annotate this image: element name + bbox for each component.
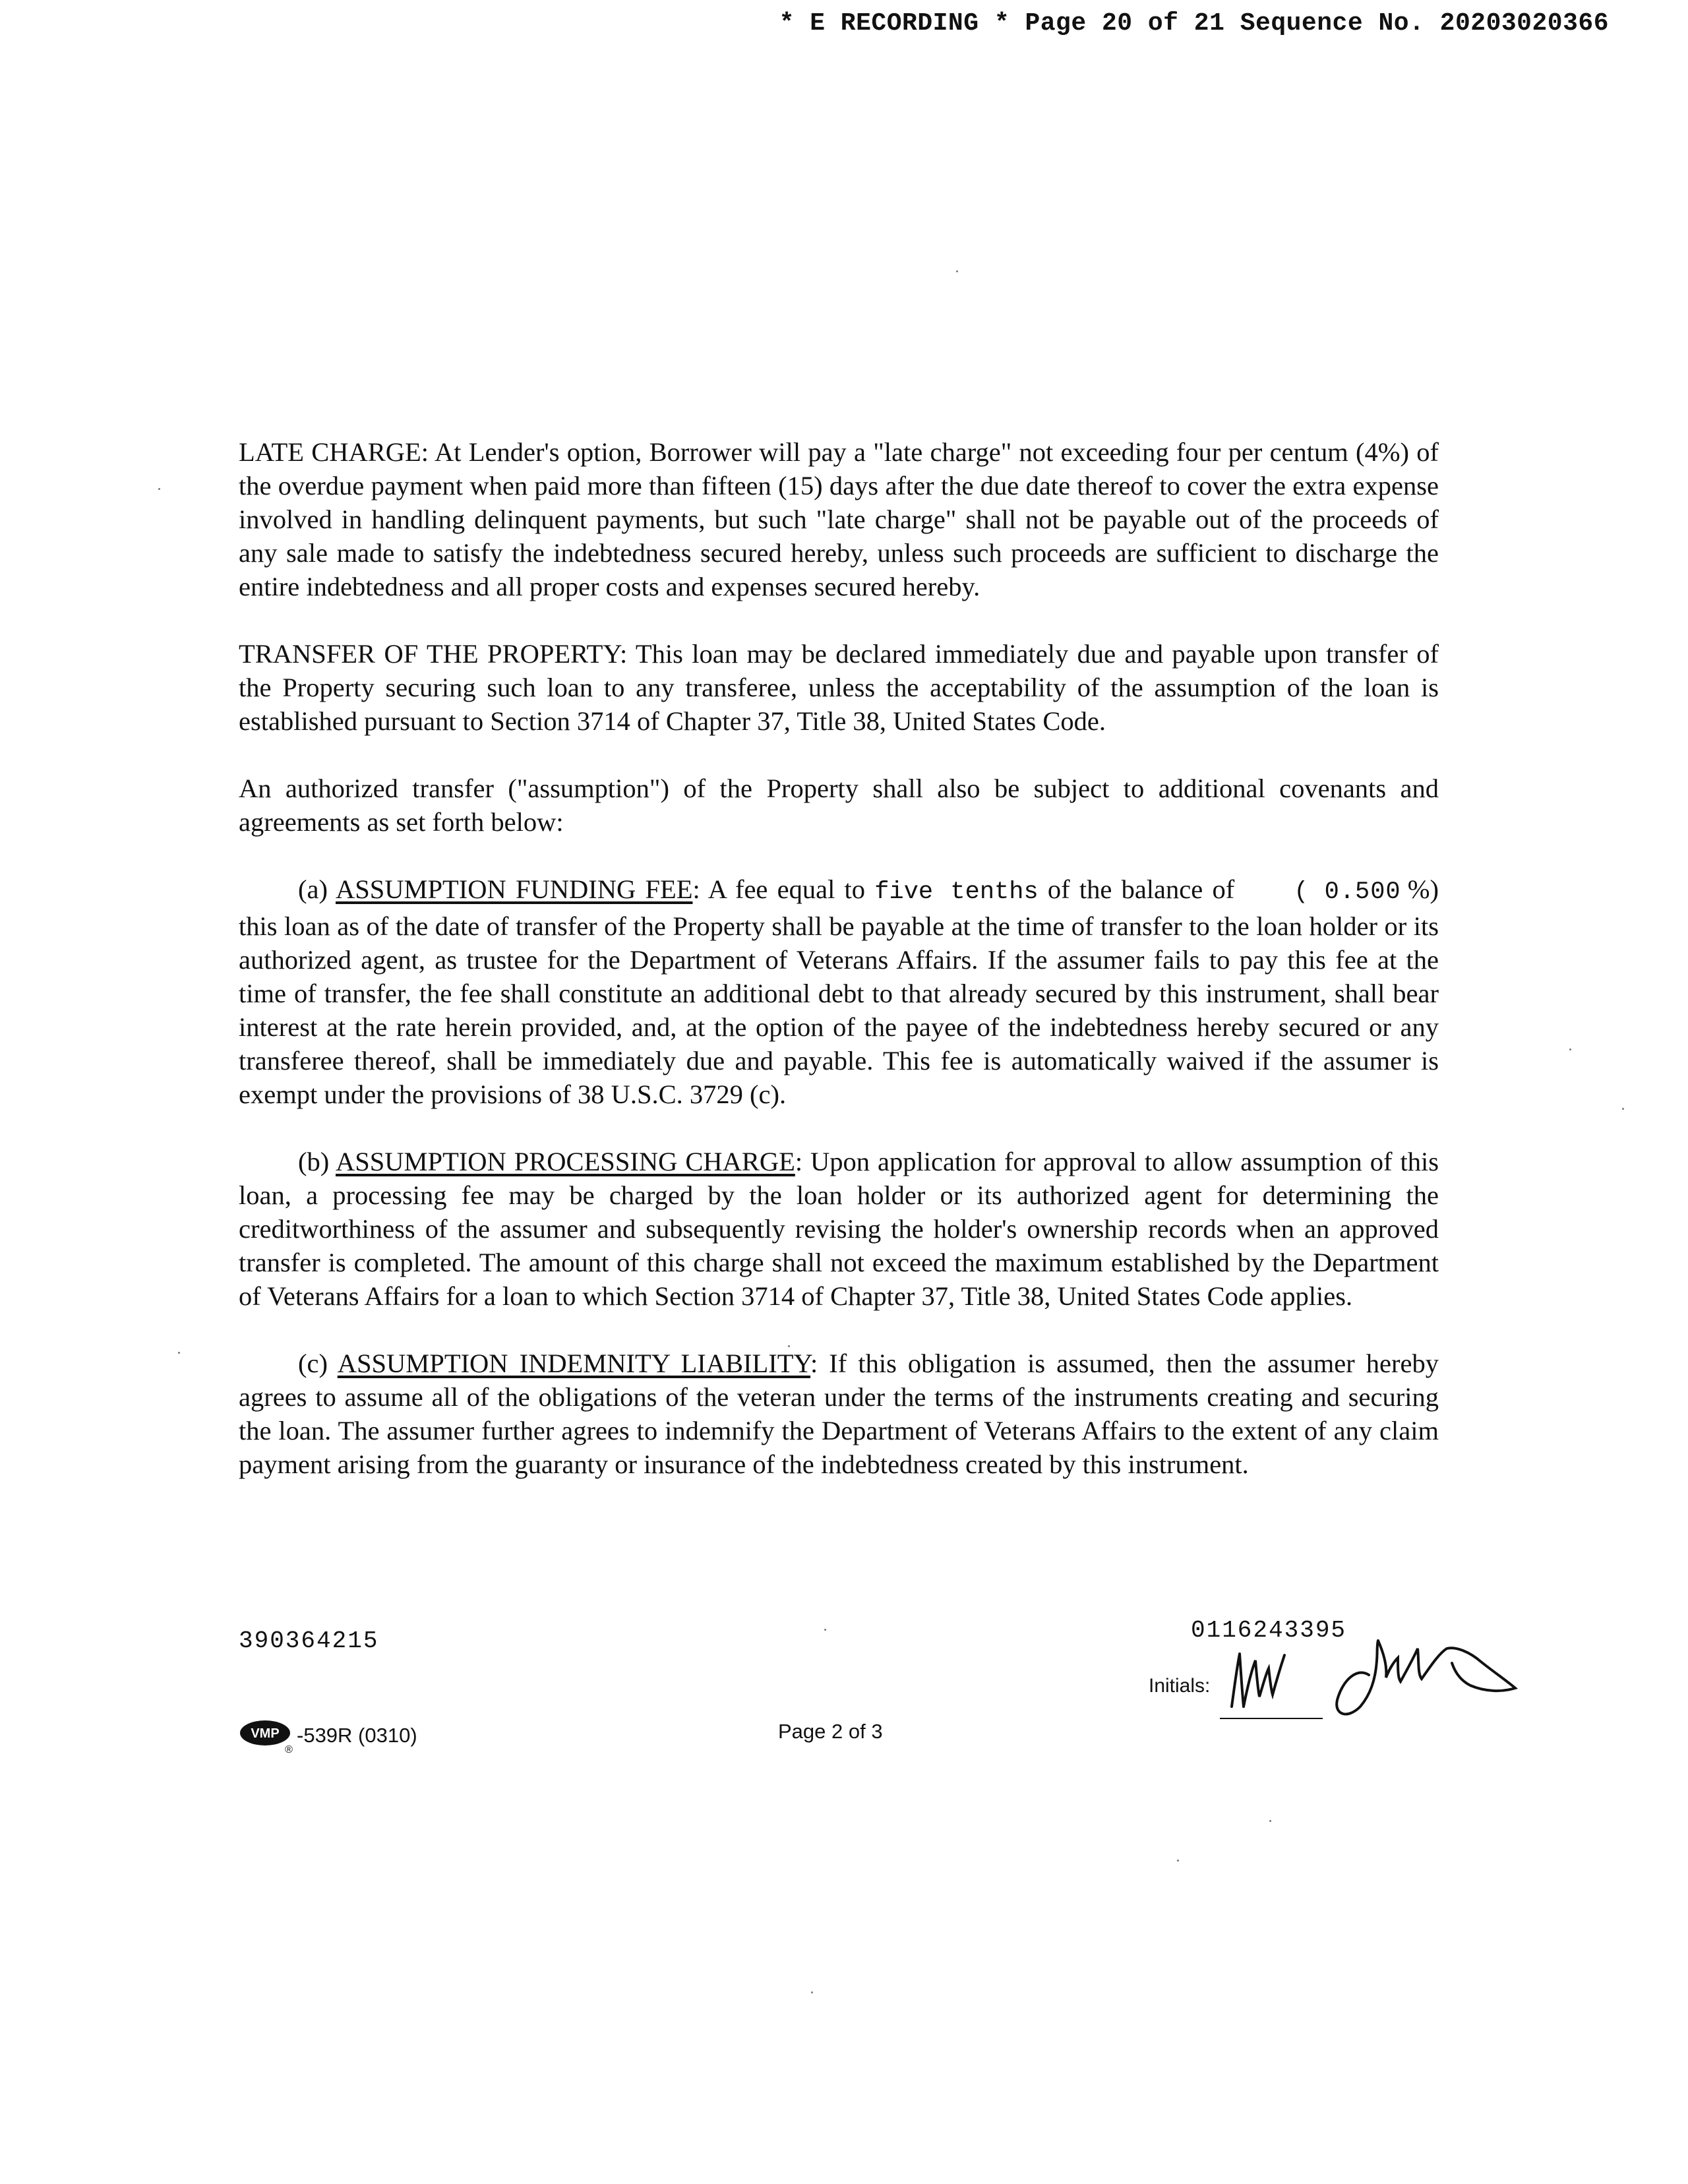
scan-speck	[1622, 1108, 1624, 1110]
clause-b-text: : Upon application for approval to allow assumption of this loan, a processing fee may be charged by the loan holder or its authorized agent for determining the creditworthiness of the assumer and subsequently revising the holder's ownership records when an approved transfer is completed. The amount of this charge shall not exceed the maximum established by the Department of Veterans Affairs for a loan to which Section 3714 of Chapter 37, Title 38, United States Code applies.	[239, 1147, 1439, 1311]
fee-percent-close: %)	[1401, 874, 1439, 904]
handwritten-initials-signature	[1225, 1614, 1528, 1733]
clause-a-text: of the balance of this loan as of the date of transfer of the Property shall be payable at the time of transfer to the loan holder or its authorized agent, as trustee for the Department of Veterans Affairs. If the assumer fails to pay this fee at the time of transfer, the fee shall constitute an additional debt to that already secured by this instrument, shall bear interest at the rate herein provided, and, at the option of the payee of the indebtedness hereby secured or any transferee thereof, shall be immediately due and payable. This fee is automatically waived if the assumer is exempt under the provisions of 38 U.S.C. 3729 (c).	[239, 874, 1439, 1109]
registered-mark: ®	[285, 1744, 293, 1754]
authorized-transfer-paragraph: An authorized transfer ("assumption") of the Property shall also be subject to additional covenants and agreements as set forth below:	[239, 774, 1439, 837]
fee-percent-open: (	[1294, 878, 1325, 906]
late-charge-paragraph: LATE CHARGE: At Lender's option, Borrower will pay a "late charge" not exceeding four per centum (4%) of the overdue payment when paid more than fifteen (15) days after the due date thereof to cover the extra expense involved in handling delinquent payments, but such "late charge" shall not be payable out of the proceeds of any sale made to satisfy the indebtedness secured hereby, unless such proceeds are sufficient to discharge the entire indebtedness and all proper costs and expenses secured hereby.	[239, 437, 1439, 601]
fee-words-field: five tenths	[874, 878, 1039, 906]
clause-a-prefix: (a)	[298, 874, 336, 904]
vmp-logo-text: VMP	[251, 1726, 280, 1741]
scan-speck	[178, 1352, 180, 1354]
clause-a-lead: : A fee equal to	[692, 874, 875, 904]
page-number: Page 2 of 3	[778, 1720, 883, 1743]
scan-speck	[158, 488, 160, 490]
scan-speck	[1177, 1860, 1179, 1862]
scan-speck	[956, 270, 958, 272]
clause-a-heading: ASSUMPTION FUNDING FEE	[335, 874, 693, 904]
fee-percent-field	[1234, 872, 1439, 909]
document-body	[239, 435, 1439, 1515]
clause-b-prefix: (b)	[298, 1147, 336, 1176]
scan-speck	[811, 1991, 813, 1993]
clause-c-prefix: (c)	[298, 1349, 338, 1378]
recording-header: * E RECORDING * Page 20 of 21 Sequence No. 20203020366	[779, 9, 1609, 38]
clause-c-heading: ASSUMPTION INDEMNITY LIABILITY	[337, 1349, 811, 1378]
loan-number-left: 390364215	[239, 1627, 379, 1654]
clause-a-paragraph	[239, 872, 1439, 1111]
clause-c-paragraph	[239, 1347, 1439, 1481]
scan-speck	[1269, 1820, 1271, 1822]
initials-label: Initials:	[1149, 1675, 1211, 1697]
form-number: -539R (0310)	[297, 1724, 417, 1747]
scan-speck	[1569, 1048, 1571, 1050]
clause-c-text: : If this obligation is assumed, then the assumer hereby agrees to assume all of the obligations of the veteran under the terms of the instruments creating and securing the loan. The assumer further agrees to indemnify the Department of Veterans Affairs to the extent of any claim payment arising from the guaranty or insurance of the indebtedness created by this instrument.	[239, 1349, 1439, 1479]
form-id	[239, 1717, 417, 1754]
scan-speck	[788, 1345, 790, 1347]
transfer-paragraph: TRANSFER OF THE PROPERTY: This loan may be declared immediately due and payable upon transfer of the Property securing such loan to any transferee, unless the acceptability of the assumption of the loan is established pursuant to Section 3714 of Chapter 37, Title 38, United States Code.	[239, 639, 1439, 736]
fee-percent-value: 0.500	[1324, 878, 1401, 906]
clause-b-paragraph	[239, 1145, 1439, 1313]
vmp-logo	[239, 1717, 294, 1754]
clause-b-heading: ASSUMPTION PROCESSING CHARGE	[335, 1147, 795, 1176]
scan-speck	[824, 1629, 826, 1631]
loan-number-right: 0116243395	[1191, 1617, 1347, 1644]
